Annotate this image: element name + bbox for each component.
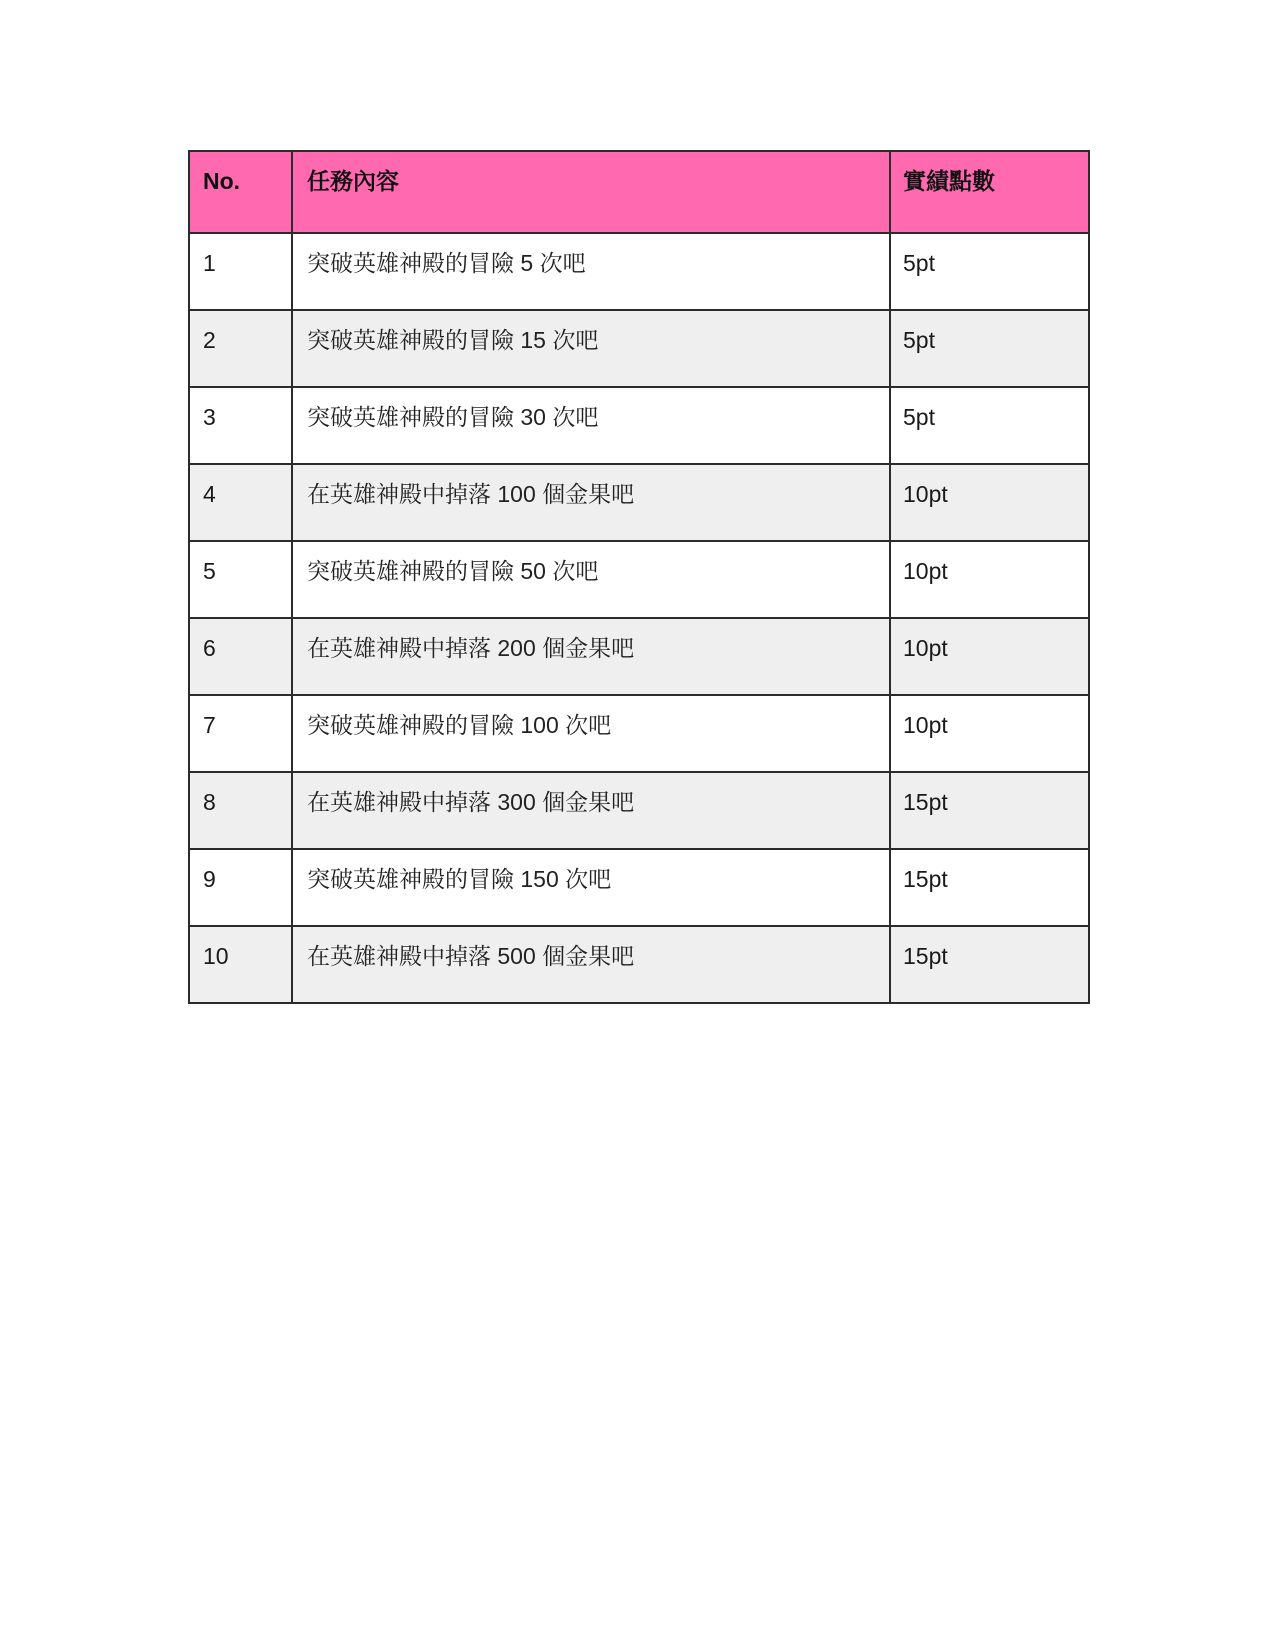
row-points: 10pt [890, 464, 1089, 541]
table-row [189, 695, 1089, 772]
row-no: 10 [189, 926, 292, 1003]
row-task: 突破英雄神殿的冒險 15 次吧 [292, 310, 890, 387]
row-points: 10pt [890, 541, 1089, 618]
row-task: 突破英雄神殿的冒險 5 次吧 [292, 233, 890, 310]
row-task: 突破英雄神殿的冒險 30 次吧 [292, 387, 890, 464]
header-no: No. [189, 151, 292, 233]
table-row [189, 464, 1089, 541]
row-task: 在英雄神殿中掉落 100 個金果吧 [292, 464, 890, 541]
row-points: 10pt [890, 695, 1089, 772]
header-task: 任務內容 [292, 151, 890, 233]
row-no: 3 [189, 387, 292, 464]
row-no: 6 [189, 618, 292, 695]
row-task: 在英雄神殿中掉落 200 個金果吧 [292, 618, 890, 695]
table-row [189, 618, 1089, 695]
table-row [189, 772, 1089, 849]
row-task: 突破英雄神殿的冒險 150 次吧 [292, 849, 890, 926]
row-no: 4 [189, 464, 292, 541]
mission-table [188, 150, 1090, 1004]
table-row [189, 926, 1089, 1003]
row-points: 15pt [890, 772, 1089, 849]
table-body [189, 233, 1089, 1003]
row-points: 5pt [890, 310, 1089, 387]
header-points: 實績點數 [890, 151, 1089, 233]
row-task: 突破英雄神殿的冒險 50 次吧 [292, 541, 890, 618]
row-points: 15pt [890, 849, 1089, 926]
row-no: 1 [189, 233, 292, 310]
row-points: 5pt [890, 233, 1089, 310]
row-task: 突破英雄神殿的冒險 100 次吧 [292, 695, 890, 772]
row-no: 7 [189, 695, 292, 772]
row-no: 8 [189, 772, 292, 849]
row-points: 5pt [890, 387, 1089, 464]
row-no: 2 [189, 310, 292, 387]
header-row [189, 151, 1089, 233]
row-points: 15pt [890, 926, 1089, 1003]
row-task: 在英雄神殿中掉落 500 個金果吧 [292, 926, 890, 1003]
table-row [189, 233, 1089, 310]
table-row [189, 849, 1089, 926]
table-row [189, 387, 1089, 464]
table-row [189, 541, 1089, 618]
row-points: 10pt [890, 618, 1089, 695]
row-no: 5 [189, 541, 292, 618]
row-task: 在英雄神殿中掉落 300 個金果吧 [292, 772, 890, 849]
table-header [189, 151, 1089, 233]
table-row [189, 310, 1089, 387]
row-no: 9 [189, 849, 292, 926]
